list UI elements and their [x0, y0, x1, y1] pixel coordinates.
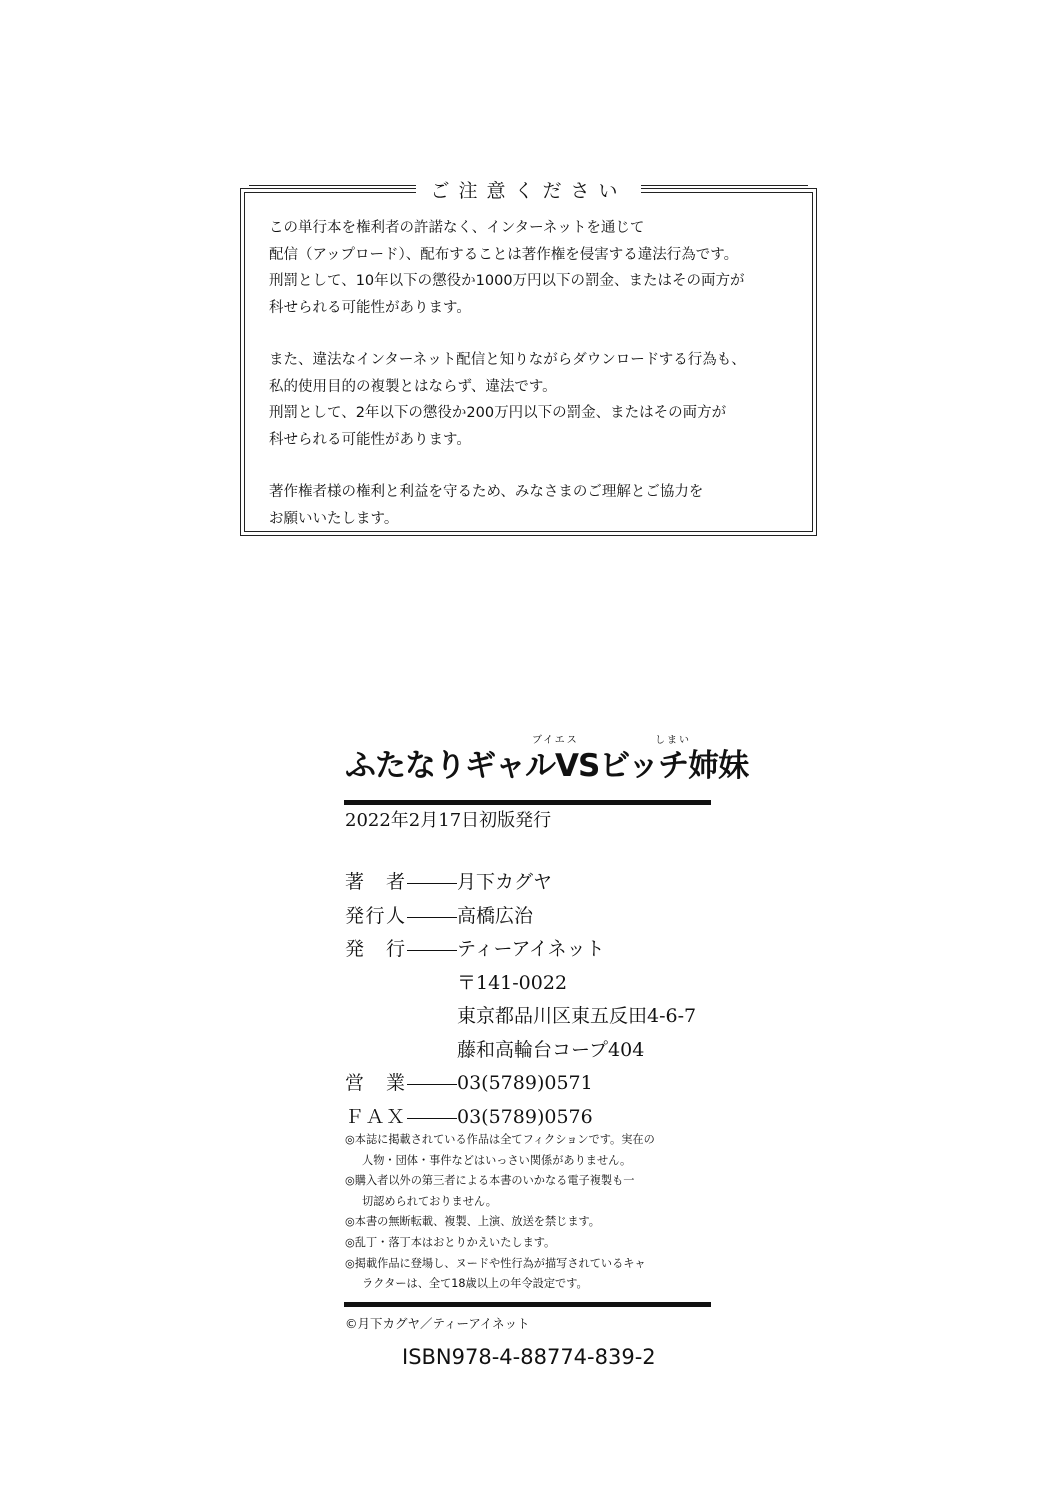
- leader-dash: [405, 866, 457, 900]
- copyright: ©月下カグヤ／ティーアイネット: [345, 1316, 530, 1331]
- notice-title: ご注意ください: [416, 176, 640, 203]
- book-title: ふたなりギャルVSビッチ姉妹: [345, 748, 749, 784]
- note-line: ◎掲載作品に登場し、ヌードや性行為が描写されているキャ: [345, 1256, 646, 1270]
- notice-line: 私的使用目的の複製とはならず、違法です。: [269, 378, 557, 395]
- notice-line: この単行本を権利者の許諾なく、インターネットを通じて: [269, 220, 645, 236]
- address-postal: 〒141-0022: [457, 971, 568, 994]
- fax-number: 03(5789)0576: [457, 1105, 593, 1128]
- notice-line: お願いいたします。: [269, 510, 399, 527]
- publisher-person: 高橋広治: [457, 904, 534, 927]
- address-street: 東京都品川区東五反田4-6-7: [457, 1005, 697, 1027]
- notice-line: 配信（アップロード）、配布することは著作権を侵害する違法行為です。: [269, 246, 739, 263]
- note-line: 切認められておりません。: [362, 1194, 497, 1208]
- leader-dash: [405, 900, 457, 934]
- note-line: ◎本書の無断転載、複製、上演、放送を禁じます。: [345, 1215, 600, 1229]
- top-rule: [344, 800, 711, 805]
- leader-dash: [405, 1101, 457, 1135]
- publication-info: [345, 866, 765, 1134]
- address-building: 藤和高輪台コープ404: [457, 1038, 645, 1061]
- isbn: ISBN978-4-88774-839-2: [402, 1345, 656, 1369]
- info-row-publisher: [345, 933, 765, 967]
- edition-date: 2022年2月17日初版発行: [345, 810, 552, 831]
- info-row-sales: [345, 1067, 765, 1101]
- notice-line: 刑罰として、10年以下の懲役か1000万円以下の罰金、またはその両方が: [269, 273, 745, 289]
- bottom-rule: [344, 1302, 711, 1307]
- info-label: 発 行: [345, 938, 405, 960]
- note-line: ◎購入者以外の第三者による本書のいかなる電子複製も一: [345, 1174, 635, 1188]
- notice-header: [241, 173, 816, 205]
- leader-dash: [405, 1067, 457, 1101]
- notice-paragraph: [269, 479, 796, 532]
- note-line: ◎乱丁・落丁本はおとりかえいたします。: [345, 1235, 556, 1249]
- info-row-publisher-person: [345, 900, 765, 934]
- info-row-author: [345, 866, 765, 900]
- info-row-fax: [345, 1101, 765, 1135]
- notice-line: 刑罰として、2年以下の懲役か200万円以下の罰金、またはその両方が: [269, 405, 727, 421]
- publisher-name: ティーアイネット: [457, 938, 605, 960]
- author-name: 月下カグヤ: [457, 871, 553, 893]
- note-line: ◎本誌に掲載されている作品は全てフィクションです。実在の: [345, 1133, 655, 1146]
- info-label: 発行人: [345, 904, 405, 927]
- note-line: ラクターは、全て18歳以上の年令設定です。: [362, 1277, 588, 1291]
- notice-box: [240, 179, 817, 536]
- info-label: 著 者: [345, 871, 405, 893]
- title-ruby-vs: ブイエス: [532, 735, 579, 746]
- info-label: 営 業: [345, 1072, 405, 1094]
- sales-phone: 03(5789)0571: [457, 1072, 593, 1094]
- notice-line: 著作権者様の権利と利益を守るため、みなさまのご理解とご協力を: [269, 484, 704, 500]
- legal-notes: [345, 1130, 715, 1295]
- notice-line: 科せられる可能性があります。: [269, 431, 471, 448]
- notice-line: 科せられる可能性があります。: [269, 299, 471, 316]
- note-line: 人物・団体・事件などはいっさい関係がありません。: [362, 1153, 632, 1167]
- info-label: ＦＡＸ: [345, 1105, 405, 1128]
- notice-body: [269, 215, 796, 558]
- notice-paragraph: [269, 347, 796, 453]
- notice-line: また、違法なインターネット配信と知りながらダウンロードする行為も、: [269, 352, 746, 368]
- title-ruby-shimai: しまい: [655, 735, 691, 746]
- leader-dash: [405, 933, 457, 967]
- notice-paragraph: [269, 215, 796, 321]
